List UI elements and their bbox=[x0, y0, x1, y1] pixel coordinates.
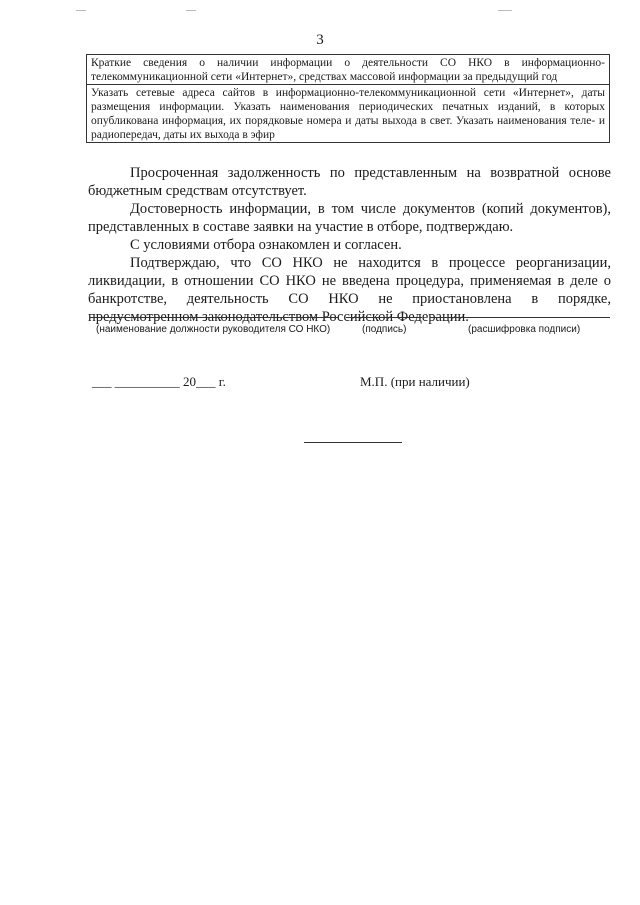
decoding-caption: (расшифровка подписи) bbox=[468, 324, 581, 335]
scan-speck bbox=[186, 10, 196, 11]
end-rule bbox=[304, 442, 402, 443]
paragraph-reliability: Достоверность информации, в том числе документов (копий документов), представленных в составе заявки на участие в отборе, подтверждаю. bbox=[88, 201, 611, 235]
body-text bbox=[88, 164, 611, 326]
date-line: ___ __________ 20___ г. bbox=[92, 374, 226, 389]
table-row bbox=[87, 85, 610, 143]
page-number: 3 bbox=[316, 32, 324, 48]
signature-caption: (подпись) bbox=[362, 324, 407, 335]
signature-line bbox=[346, 317, 422, 318]
decoding-signature-line bbox=[430, 317, 610, 318]
position-caption: (наименование должности руководителя СО НКО) bbox=[96, 324, 331, 335]
info-table bbox=[86, 54, 610, 143]
position-signature-line bbox=[90, 317, 338, 318]
scan-speck bbox=[498, 10, 512, 11]
paragraph-conditions: С условиями отбора ознакомлен и согласен. bbox=[130, 237, 402, 253]
table-row bbox=[87, 55, 610, 85]
paragraph-confirmation: Подтверждаю, что СО НКО не находится в процессе реорганизации, ликвидации, в отношении СО НКО не введена процедура, применяемая в деле о банкротстве, деятельность СО НКО не приостановлена в порядке, предусмотренном законодательством Российской Федерации. bbox=[88, 255, 611, 325]
table-cell-summary: Краткие сведения о наличии информации о деятельности СО НКО в информационно-телекоммуникационной сети «Интернет», средствах массовой информации за предыдущий год bbox=[87, 55, 610, 85]
scan-speck bbox=[76, 10, 86, 11]
stamp-placeholder: М.П. (при наличии) bbox=[360, 374, 470, 389]
paragraph-debt: Просроченная задолженность по представленным на возвратной основе бюджетным средствам отсутствует. bbox=[88, 165, 611, 199]
table-cell-instructions: Указать сетевые адреса сайтов в информационно-телекоммуникационной сети «Интернет», даты размещения информации. Указать наименования периодических печатных изданий, в которых опубликована информация, их порядковые номера и даты выхода в свет. Указать наименования теле- и радиопередач, даты их выхода в эфир bbox=[87, 85, 610, 143]
